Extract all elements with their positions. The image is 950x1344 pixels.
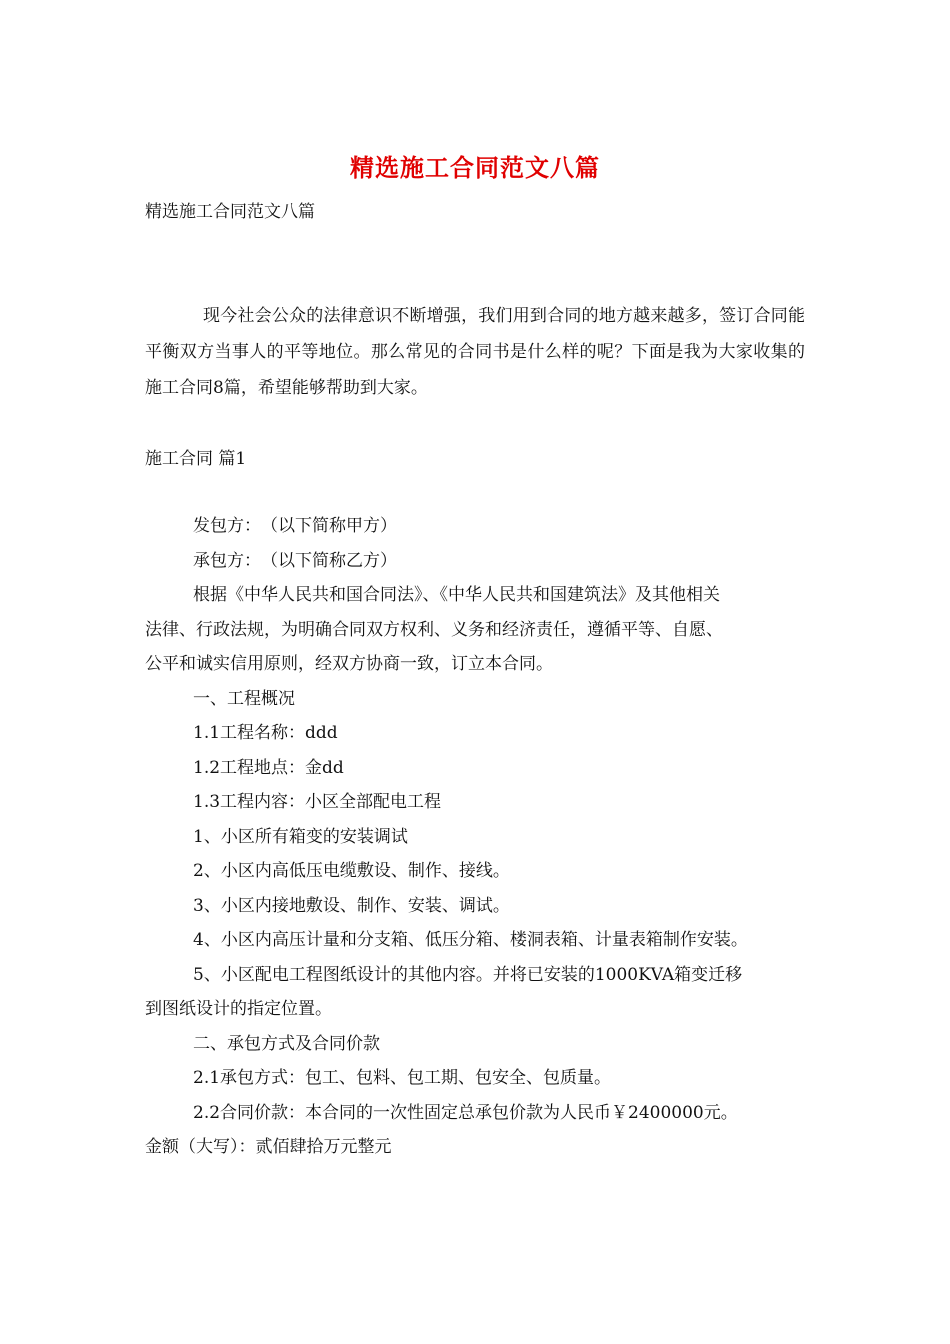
contract-line: 到图纸设计的指定位置。 bbox=[145, 999, 332, 1019]
contract-line: 一、工程概况 bbox=[193, 688, 295, 709]
contract-line: 4、小区内高压计量和分支箱、低压分箱、楼洞表箱、计量表箱制作安装。 bbox=[193, 930, 748, 950]
contract-line: 1.3工程内容：小区全部配电工程 bbox=[193, 792, 442, 812]
section-heading: 施工合同 篇1 bbox=[145, 449, 247, 469]
contract-line: 2.2合同价款：本合同的一次性固定总承包价款为人民币￥2400000元。 bbox=[193, 1102, 738, 1123]
contract-line: 3、小区内接地敷设、制作、安装、调试。 bbox=[193, 895, 510, 916]
contract-line: 二、承包方式及合同价款 bbox=[193, 1033, 380, 1054]
contract-line: 发包方： （以下简称甲方） bbox=[193, 516, 397, 536]
contract-line: 承包方： （以下简称乙方） bbox=[193, 550, 397, 571]
intro-line-2: 订合同能平衡双方当事人的平等地位。那么常见的合同书是什么样的呢？下面 bbox=[145, 306, 806, 362]
contract-line: 2、小区内高低压电缆敷设、制作、接线。 bbox=[193, 861, 510, 881]
document-subtitle: 精选施工合同范文八篇 bbox=[145, 202, 315, 222]
contract-line: 1.2工程地点：金dd bbox=[193, 757, 344, 778]
contract-line: 5、小区配电工程图纸设计的其他内容。并将已安装的1000KVA箱变迁移 bbox=[193, 964, 743, 985]
contract-line: 金额（大写）：贰佰肆拾万元整元 bbox=[145, 1137, 392, 1157]
document-title: 精选施工合同范文八篇 bbox=[350, 153, 600, 182]
intro-line-1: 现今社会公众的法律意识不断增强，我们用到合同的地方越来越多，签 bbox=[203, 306, 737, 326]
intro-line-3: 是我为大家收集的施工合同8篇，希望能够帮助到大家。 bbox=[145, 342, 806, 398]
contract-line: 公平和诚实信用原则，经双方协商一致，订立本合同。 bbox=[145, 654, 553, 674]
contract-body bbox=[145, 509, 805, 1165]
contract-line: 根据《中华人民共和国合同法》、《中华人民共和国建筑法》及其他相关 bbox=[193, 585, 720, 605]
contract-line: 1.1工程名称：ddd bbox=[193, 723, 338, 743]
contract-line: 2.1承包方式：包工、包料、包工期、包安全、包质量。 bbox=[193, 1068, 612, 1088]
contract-line: 1、小区所有箱变的安装调试 bbox=[193, 826, 408, 847]
intro-paragraph bbox=[145, 298, 805, 406]
contract-line: 法律、行政法规，为明确合同双方权利、义务和经济责任，遵循平等、自愿、 bbox=[145, 619, 723, 640]
